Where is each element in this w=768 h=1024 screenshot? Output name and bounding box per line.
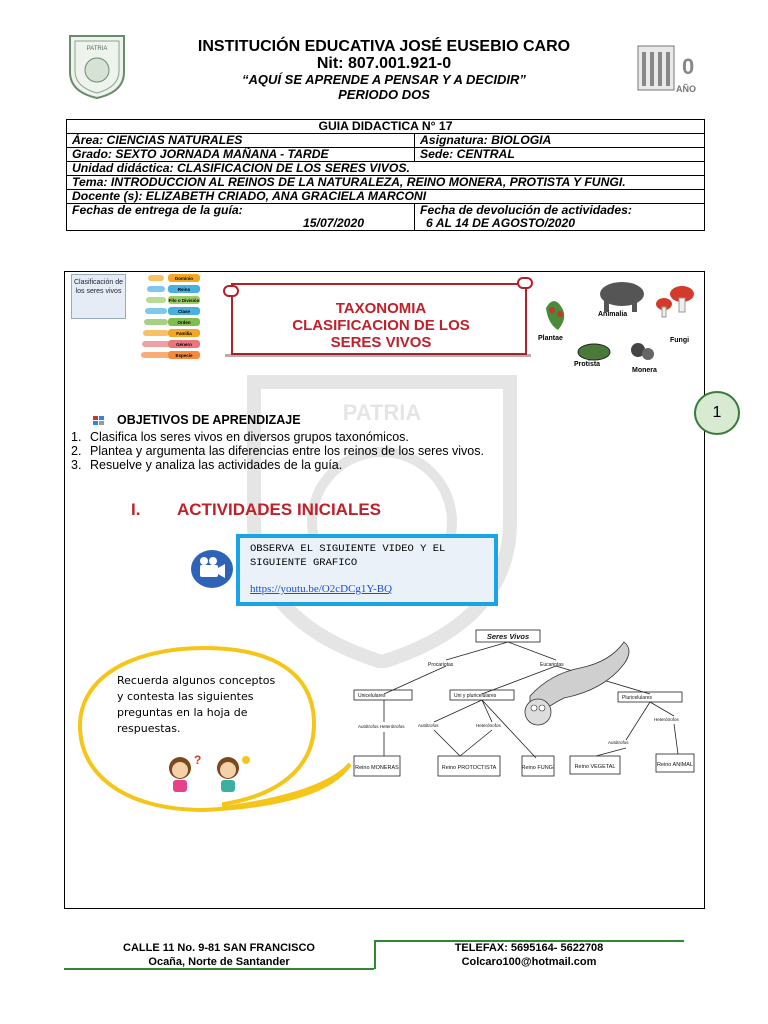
return-label: Fecha de devolución de actividades:: [420, 203, 632, 217]
anniversary-logo: [636, 38, 698, 98]
svg-text:Reino VEGETAL: Reino VEGETAL: [574, 764, 616, 770]
svg-text:Uni y pluricelulares: Uni y pluricelulares: [454, 693, 497, 699]
banner-line3: SERES VIVOS: [330, 334, 432, 351]
taxonomy-level-label: Clase: [177, 309, 191, 314]
svg-text:Reino ANIMAL: Reino ANIMAL: [656, 762, 694, 768]
banner-line1: TAXONOMIA: [335, 300, 427, 317]
taxonomy-level-label: Género: [176, 342, 192, 347]
taxonomy-stack-block: [141, 352, 171, 358]
kids-illustration: [158, 752, 258, 794]
svg-text:Plantae: Plantae: [538, 335, 563, 342]
svg-text:Autótrofos: Autótrofos: [418, 723, 439, 728]
taxonomy-stack-block: [144, 319, 168, 325]
footer-phone: TELEFAX: 5695164- 5622708: [454, 942, 604, 954]
site-cell: Sede: CENTRAL: [415, 148, 705, 162]
activities-number: I.: [131, 500, 141, 519]
video-link[interactable]: https://youtu.be/O2cDCg1Y-BQ: [250, 583, 393, 595]
taxonomy-level-label: Dominio: [175, 276, 193, 281]
svg-text:Reino MONERAS: Reino MONERAS: [355, 765, 399, 771]
svg-text:Reino PROTOCTISTA: Reino PROTOCTISTA: [441, 765, 497, 771]
banner-title: [260, 300, 502, 351]
school-crest-logo: [66, 32, 128, 100]
svg-text:Fungi: Fungi: [670, 337, 690, 344]
banner-line2: CLASIFICACION DE LOS: [292, 317, 470, 334]
svg-text:Monera: Monera: [632, 367, 657, 374]
taxonomy-level-label: Familia: [176, 331, 192, 336]
svg-text:Procariotas: Procariotas: [428, 662, 454, 668]
footer-address: [66, 941, 372, 969]
topic-cell: Tema: INTRODUCCION AL REINOS DE LA NATURALEZA, REINO MONERA, PROTISTA Y FUNGI.: [67, 176, 705, 190]
svg-text:AÑO: AÑO: [676, 84, 696, 94]
objective-item: 1. Clasifica los seres vivos en diversos grupos taxonómicos.: [71, 430, 409, 444]
objective-item: 3. Resuelve y analiza las actividades de la guía.: [71, 458, 343, 472]
footer-email: Colcaro100@hotmail.com: [461, 956, 597, 968]
svg-text:Animalia: Animalia: [598, 311, 628, 318]
delivery-date: 15/07/2020: [303, 216, 364, 230]
footer-city: Ocaña, Norte de Santander: [148, 956, 290, 968]
taxonomy-stack-block: [148, 275, 164, 281]
bullet-grid-icon: [93, 416, 105, 426]
page-number-badge: 1: [694, 391, 740, 435]
institution-name: INSTITUCIÓN EDUCATIVA JOSÉ EUSEBIO CARO: [197, 38, 571, 55]
taxonomy-stack-block: [145, 308, 167, 314]
taxonomy-level-label: Reino: [177, 287, 191, 292]
objective-item: 2. Plantea y argumenta las diferencias entre los reinos de los seres vivos.: [71, 444, 484, 458]
svg-text:Autótrofos Heterótrofos: Autótrofos Heterótrofos: [358, 724, 405, 729]
svg-text:0: 0: [682, 54, 695, 79]
objectives-list: [71, 430, 484, 472]
svg-text:Seres Vivos: Seres Vivos: [486, 632, 530, 641]
taxonomy-level-label: Especie: [175, 353, 193, 358]
taxonomy-stack-block: [142, 341, 170, 347]
svg-text:Reino FUNGI: Reino FUNGI: [521, 765, 555, 771]
institution-nit: Nit: 807.001.921-0: [316, 55, 452, 72]
activities-heading: [131, 500, 381, 520]
period-label: PERIODO DOS: [338, 87, 430, 102]
footer-contact: [376, 941, 682, 969]
bubble-text: Recuerda algunos conceptos y contesta las siguientes preguntas en la hoja de respuestas.: [117, 674, 276, 735]
taxonomy-stack-block: [146, 297, 166, 303]
svg-text:?: ?: [194, 753, 202, 767]
taxonomy-stack-block: [143, 330, 169, 336]
classification-tree-diagram: [350, 626, 698, 784]
svg-text:Unicelulares: Unicelulares: [358, 693, 386, 699]
svg-text:PATRIA: PATRIA: [86, 46, 108, 52]
svg-text:Eucariotas: Eucariotas: [540, 662, 564, 668]
footer-street: CALLE 11 No. 9-81 SAN FRANCISCO: [123, 942, 315, 954]
unit-cell: Unidad didáctica: CLASIFICACION DE LOS SERES VIVOS.: [67, 162, 705, 176]
taxonomy-level-label: Filo o División: [168, 298, 200, 303]
delivery-label: Fechas de entrega de la guía:: [72, 203, 243, 217]
taxonomy-level-label: Orden: [177, 320, 191, 325]
taxonomy-pyramid-image: [128, 270, 202, 366]
teachers-cell: Docente (s): ELIZABETH CRIADO, ANA GRACIELA MARCONI: [67, 190, 705, 204]
subject-cell: Asignatura: BIOLOGIA: [415, 134, 705, 148]
taxonomy-stack-block: [147, 286, 165, 292]
activities-title: ACTIVIDADES INICIALES: [177, 500, 382, 519]
svg-text:Heterótrofos: Heterótrofos: [654, 717, 679, 722]
taxonomy-caption: Clasificación de los seres vivos: [71, 274, 126, 319]
svg-text:Pluricelulares: Pluricelulares: [622, 695, 653, 701]
video-instruction-box: [236, 534, 498, 606]
svg-text:Heterótrofos: Heterótrofos: [476, 723, 501, 728]
delivery-cell: [67, 204, 415, 231]
guide-title: GUIA DIDACTICA N° 17: [67, 120, 705, 134]
video-camera-icon: [190, 549, 234, 589]
grade-cell: Grado: SEXTO JORNADA MAÑANA - TARDE: [67, 148, 415, 162]
svg-text:Autótrofos: Autótrofos: [608, 740, 629, 745]
objectives-title: OBJETIVOS DE APRENDIZAJE: [117, 413, 301, 427]
svg-text:PATRIA: PATRIA: [342, 400, 422, 425]
return-cell: [415, 204, 705, 231]
kingdoms-image: [532, 270, 704, 380]
guide-info-table: [66, 119, 705, 231]
area-cell: Área: CIENCIAS NATURALES: [67, 134, 415, 148]
video-instruction: OBSERVA EL SIGUIENTE VIDEO Y EL SIGUIENTE GRAFICO: [250, 543, 446, 569]
institution-motto: “AQUÍ SE APRENDE A PENSAR Y A DECIDIR”: [242, 72, 526, 87]
svg-text:Protista: Protista: [574, 361, 601, 368]
return-date: 6 AL 14 DE AGOSTO/2020: [426, 216, 576, 230]
